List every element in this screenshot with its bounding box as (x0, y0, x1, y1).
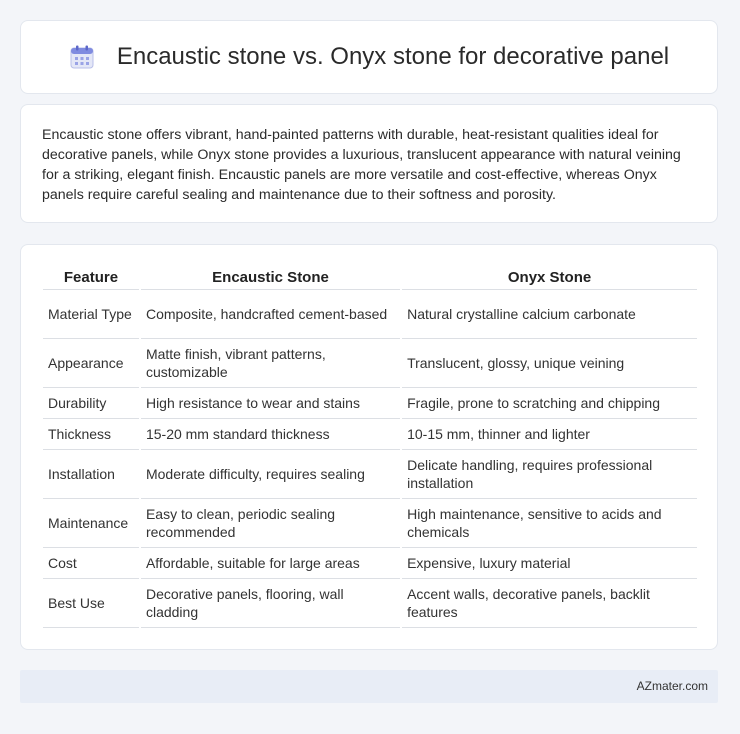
table-row (43, 579, 697, 628)
onyx-cell: Fragile, prone to scratching and chipping (402, 388, 697, 419)
onyx-cell: Natural crystalline calcium carbonate (402, 290, 697, 339)
onyx-cell: Translucent, glossy, unique veining (402, 339, 697, 388)
feature-cell: Durability (43, 388, 139, 419)
header-onyx: Onyx Stone (402, 265, 697, 290)
feature-cell: Cost (43, 548, 139, 579)
encaustic-cell: Easy to clean, periodic sealing recommended (141, 499, 400, 548)
comparison-table (41, 265, 699, 628)
encaustic-cell: Moderate difficulty, requires sealing (141, 450, 400, 499)
table-row (43, 339, 697, 388)
table-row (43, 290, 697, 339)
onyx-cell: 10-15 mm, thinner and lighter (402, 419, 697, 450)
onyx-cell: High maintenance, sensitive to acids and chemicals (402, 499, 697, 548)
calendar-icon (69, 44, 95, 70)
feature-cell: Thickness (43, 419, 139, 450)
encaustic-cell: Matte finish, vibrant patterns, customizable (141, 339, 400, 388)
table-row (43, 450, 697, 499)
feature-cell: Installation (43, 450, 139, 499)
feature-cell: Material Type (43, 290, 139, 339)
intro-text: Encaustic stone offers vibrant, hand-painted patterns with durable, heat-resistant qualities ideal for decorative panels, while Onyx stone provides a luxurious, translucent appearance with natural veining for a striking, elegant finish. Encaustic panels are more versatile and cost-effective, whereas Onyx panels require careful sealing and maintenance due to their softness and porosity. (42, 127, 681, 203)
onyx-cell: Expensive, luxury material (402, 548, 697, 579)
table-row (43, 388, 697, 419)
encaustic-cell: High resistance to wear and stains (141, 388, 400, 419)
comparison-card (20, 244, 718, 650)
header-feature: Feature (43, 265, 139, 290)
table-header-row (43, 265, 697, 290)
table-row (43, 548, 697, 579)
table-row (43, 419, 697, 450)
encaustic-cell: Decorative panels, flooring, wall cladding (141, 579, 400, 628)
title-card (20, 20, 718, 94)
encaustic-cell: Composite, handcrafted cement-based (141, 290, 400, 339)
feature-cell: Maintenance (43, 499, 139, 548)
table-row (43, 499, 697, 548)
header-encaustic: Encaustic Stone (141, 265, 400, 290)
onyx-cell: Delicate handling, requires professional installation (402, 450, 697, 499)
feature-cell: Appearance (43, 339, 139, 388)
encaustic-cell: 15-20 mm standard thickness (141, 419, 400, 450)
feature-cell: Best Use (43, 579, 139, 628)
page-title: Encaustic stone vs. Onyx stone for decorative panel (116, 43, 670, 70)
footer-bar (20, 670, 718, 703)
intro-card (20, 104, 718, 223)
encaustic-cell: Affordable, suitable for large areas (141, 548, 400, 579)
onyx-cell: Accent walls, decorative panels, backlit features (402, 579, 697, 628)
footer-brand[interactable]: AZmater.com (636, 679, 708, 693)
